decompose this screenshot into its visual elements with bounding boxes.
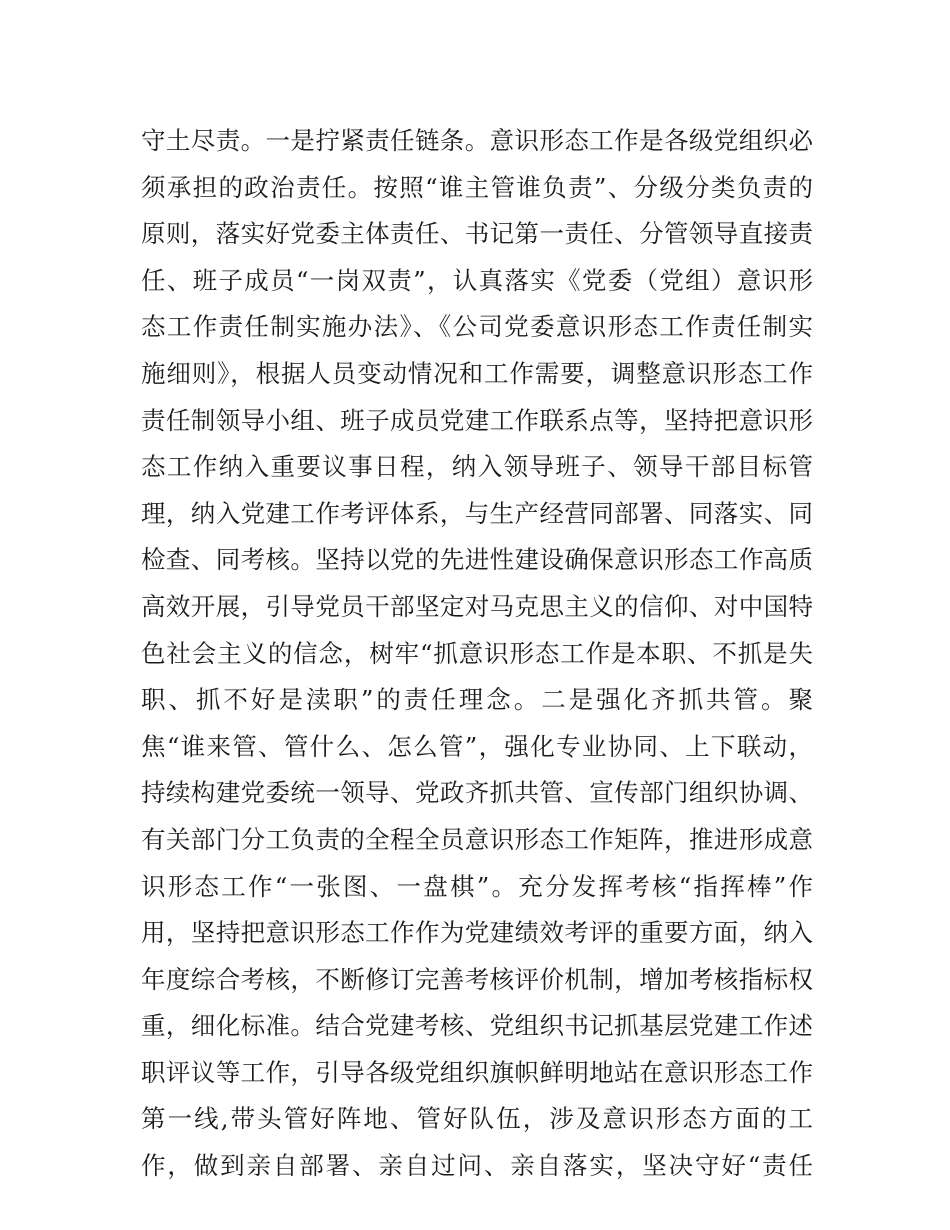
text-line: 检查、同考核。坚持以党的先进性建设确保意识形态工作高质 (141, 545, 813, 575)
text-line: 色社会主义的信念，树牢“抓意识形态工作是本职、不抓是失 (141, 638, 813, 668)
text-line: 作，做到亲自部署、亲自过问、亲自落实，坚决守好“责任 (141, 1151, 813, 1181)
text-line: 用，坚持把意识形态工作作为党建绩效考评的重要方面，纳入 (141, 918, 813, 948)
text-line: 态工作纳入重要议事日程，纳入领导班子、领导干部目标管 (141, 452, 813, 482)
text-line: 第一线,带头管好阵地、管好队伍，涉及意识形态方面的工 (141, 1104, 813, 1134)
text-line: 任、班子成员“一岗双责”，认真落实《党委（党组）意识形 (141, 265, 813, 295)
text-line: 守土尽责。一是拧紧责任链条。意识形态工作是各级党组织必 (141, 126, 813, 155)
text-line: 有关部门分工负责的全程全员意识形态工作矩阵，推进形成意 (141, 824, 813, 854)
text-line: 重，细化标准。结合党建考核、党组织书记抓基层党建工作述 (141, 1011, 813, 1041)
text-line: 理，纳入党建工作考评体系，与生产经营同部署、同落实、同 (141, 498, 813, 528)
text-line: 持续构建党委统一领导、党政齐抓共管、宣传部门组织协调、 (141, 778, 813, 808)
text-line: 职评议等工作，引导各级党组织旗帜鲜明地站在意识形态工作 (141, 1057, 813, 1087)
text-line: 高效开展，引导党员干部坚定对马克思主义的信仰、对中国特 (141, 591, 813, 621)
text-line: 焦“谁来管、管什么、怎么管”，强化专业协同、上下联动， (141, 731, 813, 761)
text-line: 年度综合考核，不断修订完善考核评价机制，增加考核指标权 (141, 964, 813, 994)
text-line: 态工作责任制实施办法》、《公司党委意识形态工作责任制实 (141, 312, 813, 342)
text-line: 须承担的政治责任。按照“谁主管谁负责”、分级分类负责的 (141, 172, 813, 202)
text-line: 职、抓不好是渎职”的责任理念。二是强化齐抓共管。聚 (141, 685, 813, 715)
text-line: 责任制领导小组、班子成员党建工作联系点等，坚持把意识形 (141, 405, 813, 435)
text-line: 施细则》，根据人员变动情况和工作需要，调整意识形态工作 (141, 358, 813, 388)
body-text (141, 118, 813, 1190)
text-line: 原则，落实好党委主体责任、书记第一责任、分管领导直接责 (141, 219, 813, 249)
text-line: 识形态工作“一张图、一盘棋”。充分发挥考核“指挥棒”作 (141, 871, 813, 901)
